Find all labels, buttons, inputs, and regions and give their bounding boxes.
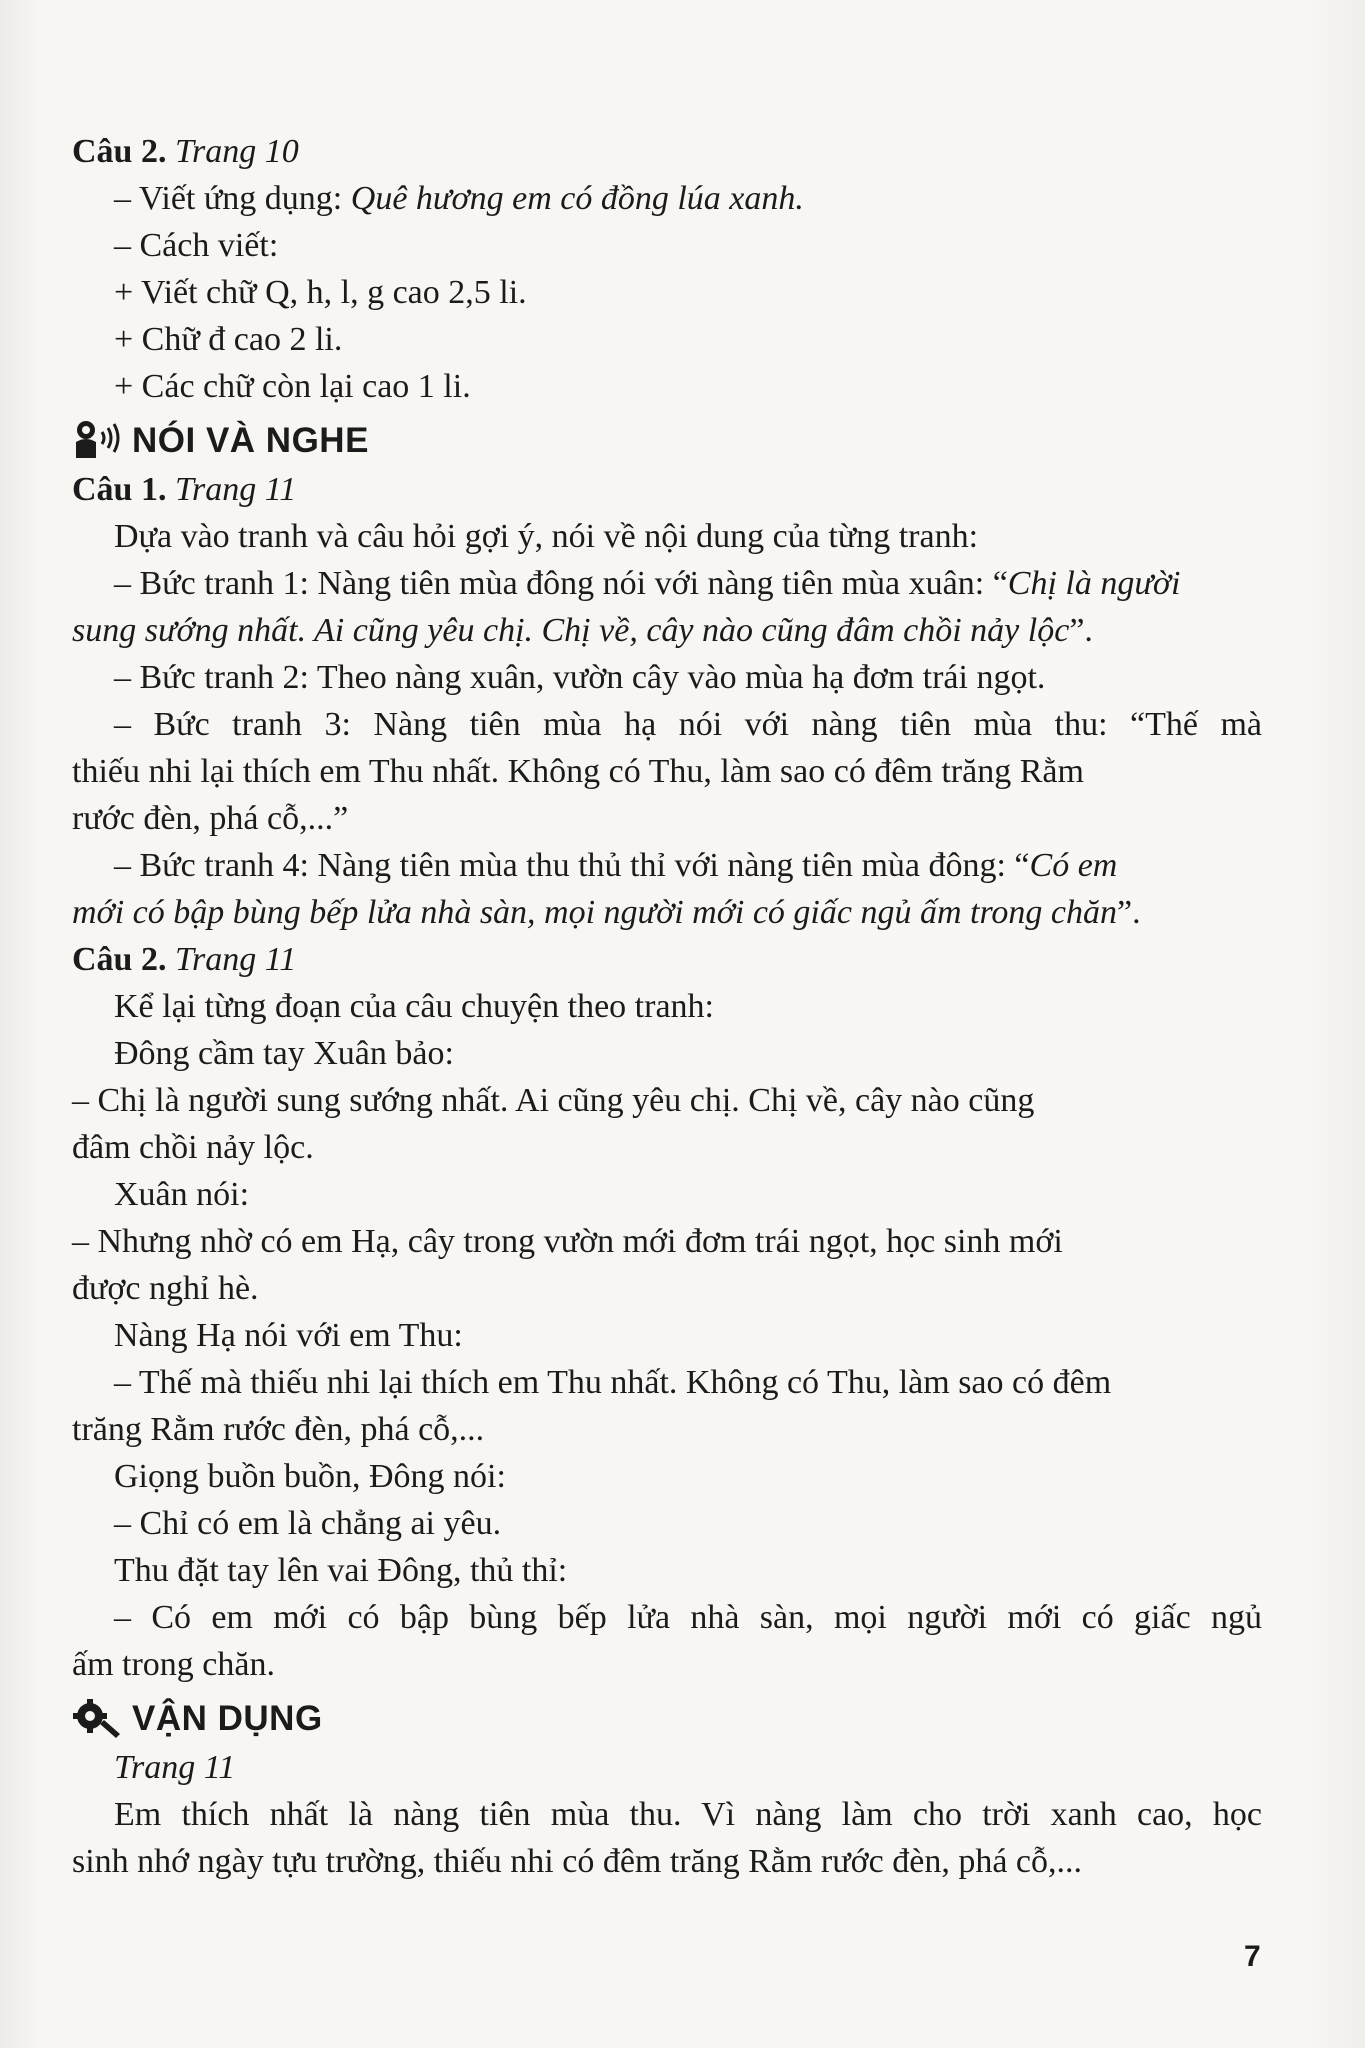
page-ref: Trang 11 [174, 471, 297, 508]
section-heading-van-dung [72, 1692, 1262, 1744]
speaking-head-icon [72, 418, 122, 462]
section-title: VẬN DỤNG [132, 1698, 323, 1738]
question-label: Câu 2. [72, 133, 167, 170]
text-span: – Bức tranh 4: Nàng tiên mùa thu thủ thỉ với nàng tiên mùa đông: “ [114, 847, 1030, 884]
page-content [72, 128, 1262, 1885]
text-line: Đông cầm tay Xuân bảo: [114, 1035, 454, 1072]
text-line: + Viết chữ Q, h, l, g cao 2,5 li. [114, 274, 527, 311]
text-line: + Các chữ còn lại cao 1 li. [114, 368, 471, 405]
text-line: rước đèn, phá cỗ,...” [72, 800, 349, 837]
text-line [72, 889, 1262, 936]
text-line [72, 560, 1262, 607]
text-line: Dựa vào tranh và câu hỏi gợi ý, nói về nội dung của từng tranh: [114, 518, 979, 555]
text-line: – Bức tranh 3: Nàng tiên mùa hạ nói với nàng tiên mùa thu: “Thế mà [114, 706, 1262, 743]
text-line [72, 842, 1262, 889]
text-line: Nàng Hạ nói với em Thu: [114, 1317, 463, 1354]
page-ref: Trang 11 [114, 1749, 236, 1786]
section-title: NÓI VÀ NGHE [132, 420, 369, 460]
text-line: – Thế mà thiếu nhi lại thích em Thu nhất. Không có Thu, làm sao có đêm [114, 1364, 1112, 1401]
text-line: Kể lại từng đoạn của câu chuyện theo tranh: [114, 988, 714, 1025]
italic-span: mới có bập bùng bếp lửa nhà sàn, mọi người mới có giấc ngủ ấm trong chăn [72, 894, 1118, 931]
text-line: Thu đặt tay lên vai Đông, thủ thỉ: [114, 1552, 568, 1589]
question-label: Câu 2. [72, 941, 167, 978]
question-heading [72, 936, 1262, 983]
text-line: – Cách viết: [114, 227, 279, 264]
question-heading [72, 128, 1262, 175]
text-line [72, 607, 1262, 654]
text-line: + Chữ đ cao 2 li. [114, 321, 343, 358]
italic-span: sung sướng nhất. Ai cũng yêu chị. Chị về, cây nào cũng đâm chồi nảy lộc [72, 612, 1070, 649]
text-span: – Bức tranh 1: Nàng tiên mùa đông nói với nàng tiên mùa xuân: “ [114, 565, 1008, 602]
section-heading-noi-va-nghe [72, 414, 1262, 466]
text-line: ấm trong chăn. [72, 1646, 275, 1683]
text-line: sinh nhớ ngày tựu trường, thiếu nhi có đêm trăng Rằm rước đèn, phá cỗ,... [72, 1843, 1083, 1880]
text-line: được nghỉ hè. [72, 1270, 259, 1307]
text-line: đâm chồi nảy lộc. [72, 1129, 314, 1166]
text-line: Em thích nhất là nàng tiên mùa thu. Vì nàng làm cho trời xanh cao, học [114, 1796, 1262, 1833]
question-heading [72, 466, 1262, 513]
italic-span: Chị là người [1007, 565, 1181, 602]
text-line: – Chị là người sung sướng nhất. Ai cũng yêu chị. Chị về, cây nào cũng [72, 1082, 1035, 1119]
text-line: – Bức tranh 2: Theo nàng xuân, vườn cây vào mùa hạ đơm trái ngọt. [114, 659, 1046, 696]
text-line: Giọng buồn buồn, Đông nói: [114, 1458, 506, 1495]
gear-wrench-icon [72, 1696, 122, 1740]
text-span: ”. [1069, 612, 1093, 649]
text-line: thiếu nhi lại thích em Thu nhất. Không có Thu, làm sao có đêm trăng Rằm [72, 753, 1084, 790]
question-label: Câu 1. [72, 471, 167, 508]
page-ref: Trang 10 [174, 133, 299, 170]
italic-span: Có em [1029, 847, 1118, 884]
italic-span: Quê hương em có đồng lúa xanh. [350, 180, 804, 217]
text-line: trăng Rằm rước đèn, phá cỗ,... [72, 1411, 485, 1448]
text-span: – Viết ứng dụng: [114, 180, 351, 217]
text-line: Xuân nói: [114, 1176, 250, 1213]
text-line: – Chỉ có em là chẳng ai yêu. [114, 1505, 502, 1542]
page-number: 7 [1244, 1940, 1261, 1973]
text-line [72, 175, 1262, 222]
text-line: – Có em mới có bập bùng bếp lửa nhà sàn, mọi người mới có giấc ngủ [114, 1599, 1262, 1636]
text-span: ”. [1117, 894, 1141, 931]
text-line: – Nhưng nhờ có em Hạ, cây trong vườn mới đơm trái ngọt, học sinh mới [72, 1223, 1063, 1260]
page-ref: Trang 11 [174, 941, 297, 978]
